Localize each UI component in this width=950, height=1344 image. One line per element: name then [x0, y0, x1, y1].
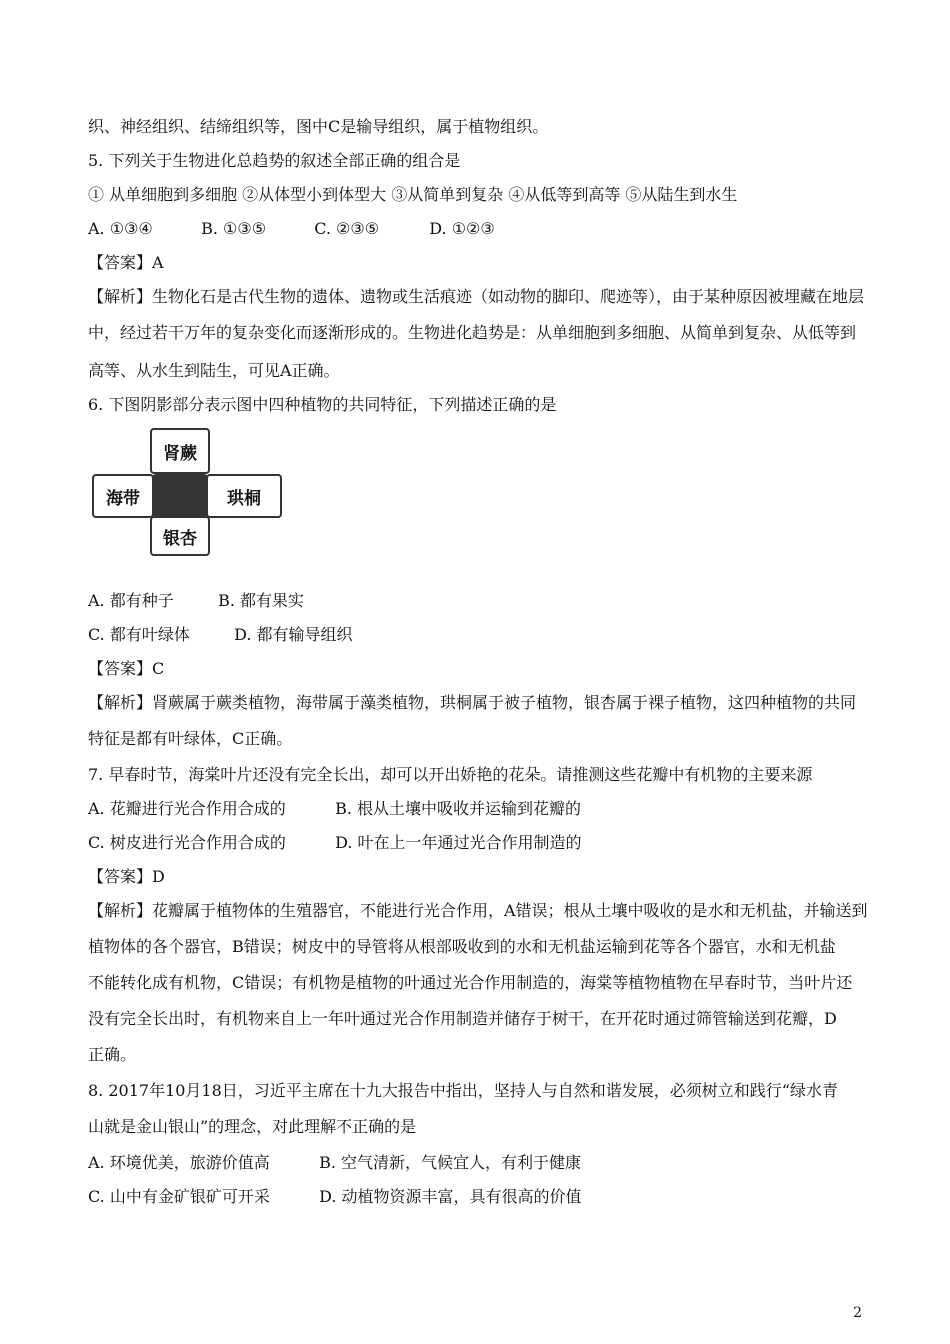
q6-option-a: A. 都有种子: [88, 591, 174, 610]
q8-option-b: B. 空气清新，气候宜人，有利于健康: [319, 1153, 582, 1172]
q7-option-a: A. 花瓣进行光合作用合成的: [88, 799, 286, 818]
q8-option-c: C. 山中有金矿银矿可开采: [88, 1187, 270, 1206]
figure-bottom-cell: 银杏: [150, 516, 210, 556]
question-6-options-1: [88, 590, 870, 612]
question-5-explanation-1: 【解析】生物化石是古代生物的遗体、遗物或生活痕迹（如动物的脚印、爬迹等），由于某种原因被埋藏在地层: [88, 287, 865, 306]
question-7-explanation-4: 没有完全长出时，有机物来自上一年叶通过光合作用制造并储存于树干，在开花时通过筛管输送到花瓣，D: [88, 1009, 837, 1028]
question-5-explanation-2: 中，经过若干万年的复杂变化而逐渐形成的。生物进化趋势是：从单细胞到多细胞、从简单到复杂、从低等到: [88, 323, 857, 342]
q7-option-d: D. 叶在上一年通过光合作用制造的: [335, 833, 582, 852]
question-7-explanation-5: 正确。: [88, 1045, 137, 1064]
question-6: 6. 下图阴影部分表示图中四种植物的共同特征，下列描述正确的是: [88, 395, 557, 414]
question-7-options-2: [88, 832, 870, 854]
question-5-options: [88, 218, 870, 240]
question-6-options-2: [88, 624, 870, 646]
question-7-explanation-2: 植物体的各个器官，B错误；树皮中的导管将从根部吸收到的水和无机盐运输到花等各个器官，水和无机盐: [88, 937, 836, 956]
question-6-explanation-2: 特征是都有叶绿体，C正确。: [88, 729, 293, 748]
line-1: 织、神经组织、结缔组织等，图中C是输导组织，属于植物组织。: [88, 117, 549, 136]
q8-option-d: D. 动植物资源丰富，具有很高的价值: [319, 1187, 582, 1206]
q7-option-c: C. 树皮进行光合作用合成的: [88, 833, 286, 852]
question-8-options-1: [88, 1152, 870, 1174]
question-8-options-2: [88, 1186, 870, 1208]
q6-option-c: C. 都有叶绿体: [88, 625, 190, 644]
question-8-line-2: 山就是金山银山”的理念，对此理解不正确的是: [88, 1117, 417, 1136]
question-7-explanation-3: 不能转化成有机物，C错误；有机物是植物的叶通过光合作用制造的，海棠等植物植物在早春时节，当叶片还: [88, 973, 853, 992]
figure-top-cell: 肾蕨: [150, 428, 210, 474]
question-5-items: ① 从单细胞到多细胞 ②从体型小到体型大 ③从简单到复杂 ④从低等到高等 ⑤从陆生到水生: [88, 185, 738, 204]
figure-left-cell: 海带: [92, 474, 154, 518]
question-7: 7. 早春时节，海棠叶片还没有完全长出，却可以开出娇艳的花朵。请推测这些花瓣中有机物的主要来源: [88, 765, 813, 784]
question-8-line-1: 8. 2017年10月18日，习近平主席在十九大报告中指出，坚持人与自然和谐发展，必须树立和践行“绿水青: [88, 1081, 838, 1100]
question-7-options-1: [88, 798, 870, 820]
q5-option-d: D. ①②③: [429, 219, 495, 238]
question-5-explanation-3: 高等、从水生到陆生，可见A正确。: [88, 361, 340, 380]
question-6-answer: 【答案】C: [88, 659, 165, 678]
q7-option-b: B. 根从土壤中吸收并运输到花瓣的: [335, 799, 582, 818]
q5-option-a: A. ①③④: [88, 219, 153, 238]
q6-option-b: B. 都有果实: [218, 591, 305, 610]
q6-option-d: D. 都有输导组织: [234, 625, 353, 644]
question-7-explanation-1: 【解析】花瓣属于植物体的生殖器官，不能进行光合作用，A错误；根从土壤中吸收的是水和无机盐，并输送到: [88, 901, 868, 920]
question-5-answer: 【答案】A: [88, 253, 164, 272]
page-number: 2: [853, 1305, 862, 1321]
plant-cross-figure: [92, 428, 282, 588]
q5-option-b: B. ①③⑤: [201, 219, 267, 238]
question-7-answer: 【答案】D: [88, 867, 165, 886]
figure-shaded-center: [152, 474, 208, 518]
question-5: 5. 下列关于生物进化总趋势的叙述全部正确的组合是: [88, 151, 461, 170]
q5-option-c: C. ②③⑤: [314, 219, 380, 238]
question-6-explanation-1: 【解析】肾蕨属于蕨类植物，海带属于藻类植物，珙桐属于被子植物，银杏属于裸子植物，这四种植物的共同: [88, 693, 857, 712]
figure-right-cell: 珙桐: [206, 474, 282, 518]
q8-option-a: A. 环境优美，旅游价值高: [88, 1153, 270, 1172]
